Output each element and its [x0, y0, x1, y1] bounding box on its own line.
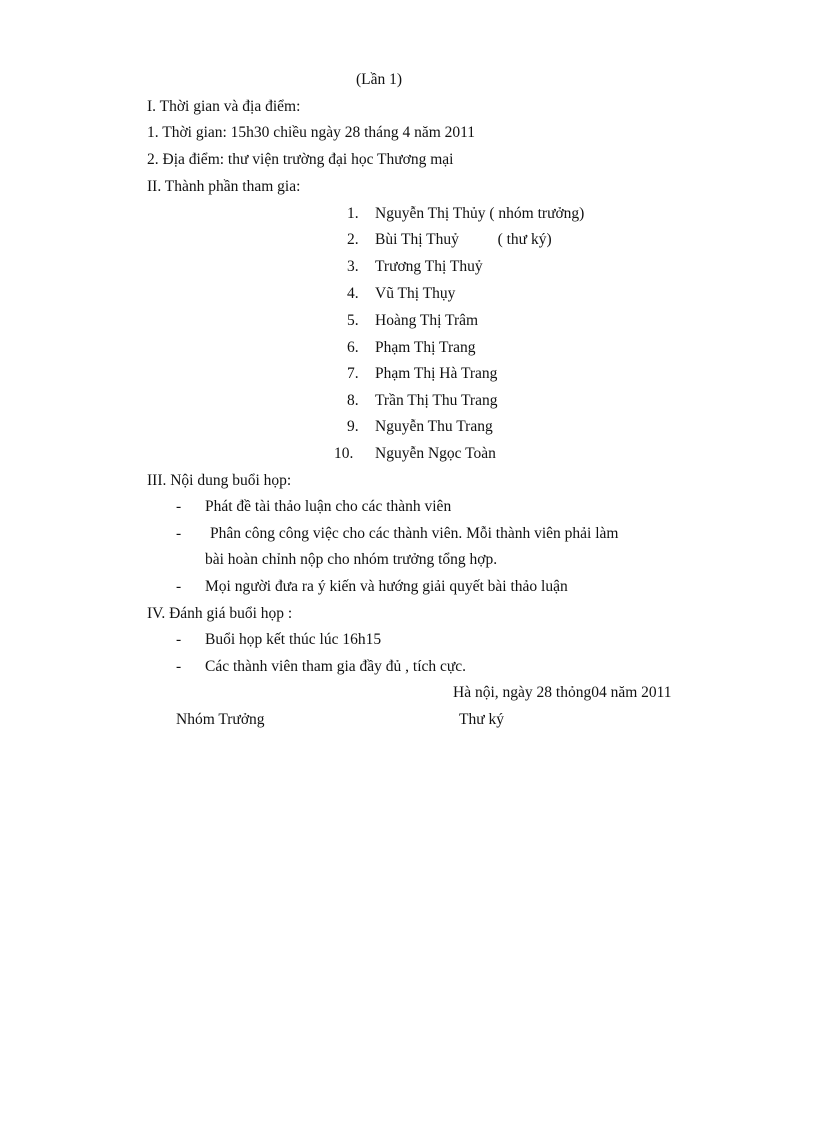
member-name: Trần Thị Thu Trang: [375, 392, 498, 409]
section-1-heading: I. Thời gian và địa điểm:: [147, 98, 301, 115]
member-number: 6.: [347, 339, 359, 356]
content-item: Phân công công việc cho các thành viên. Mỗi thành viên phải làm: [210, 525, 619, 542]
member-name: Bùi Thị Thuỷ ( thư ký): [375, 231, 552, 248]
subtitle: (Lần 1): [356, 71, 403, 88]
member-name: Nguyễn Ngọc Toàn: [375, 445, 496, 462]
bullet-dash: -: [176, 658, 182, 675]
member-name: Hoàng Thị Trâm: [375, 312, 479, 329]
evaluation-item: Các thành viên tham gia đầy đủ , tích cực.: [205, 658, 467, 675]
content-item-continuation: bài hoàn chỉnh nộp cho nhóm trưởng tổng hợp.: [205, 551, 498, 568]
member-number: 7.: [347, 365, 359, 382]
member-name: Nguyễn Thị Thủy ( nhóm trưởng): [375, 205, 585, 222]
member-item: [347, 338, 476, 358]
evaluation-item: Buổi họp kết thúc lúc 16h15: [205, 631, 382, 648]
member-number: 9.: [347, 418, 359, 435]
member-number: 1.: [347, 205, 359, 222]
bullet-dash: -: [176, 578, 182, 595]
secretary-signature-label: Thư ký: [459, 711, 504, 728]
member-name: Trương Thị Thuỷ: [375, 258, 483, 275]
member-item: [347, 284, 455, 304]
member-number: 4.: [347, 285, 359, 302]
member-item: [334, 444, 496, 464]
content-item: Phát đề tài thảo luận cho các thành viên: [205, 498, 452, 515]
section-3-heading: III. Nội dung buổi họp:: [147, 472, 292, 489]
place-line: 2. Địa điểm: thư viện trường đại học Thương mại: [147, 151, 454, 168]
member-number: 3.: [347, 258, 359, 275]
member-number: 10.: [334, 445, 354, 462]
member-item: [347, 257, 483, 277]
member-item: [347, 364, 497, 384]
bullet-dash: -: [176, 525, 182, 542]
content-item: Mọi người đưa ra ý kiến và hướng giải quyết bài thảo luận: [205, 578, 568, 595]
time-line: 1. Thời gian: 15h30 chiều ngày 28 tháng 4 năm 2011: [147, 124, 476, 141]
member-number: 8.: [347, 392, 359, 409]
member-item: [347, 417, 493, 437]
section-4-heading: IV. Đánh giá buổi họp :: [147, 605, 293, 622]
member-item: [347, 391, 497, 411]
bullet-dash: -: [176, 631, 182, 648]
member-item: [347, 230, 552, 250]
section-2-heading: II. Thành phần tham gia:: [147, 178, 301, 195]
bullet-dash: -: [176, 498, 182, 515]
member-number: 2.: [347, 231, 359, 248]
member-name: Nguyễn Thu Trang: [375, 418, 493, 435]
member-name: Phạm Thị Hà Trang: [375, 365, 498, 382]
member-name: Phạm Thị Trang: [375, 339, 476, 356]
member-number: 5.: [347, 312, 359, 329]
member-name: Vũ Thị Thụy: [375, 285, 456, 302]
member-item: [347, 204, 584, 224]
leader-signature-label: Nhóm Trưởng: [176, 711, 265, 728]
date-line: Hà nội, ngày 28 thỏng04 năm 2011: [453, 684, 672, 701]
member-item: [347, 311, 478, 331]
